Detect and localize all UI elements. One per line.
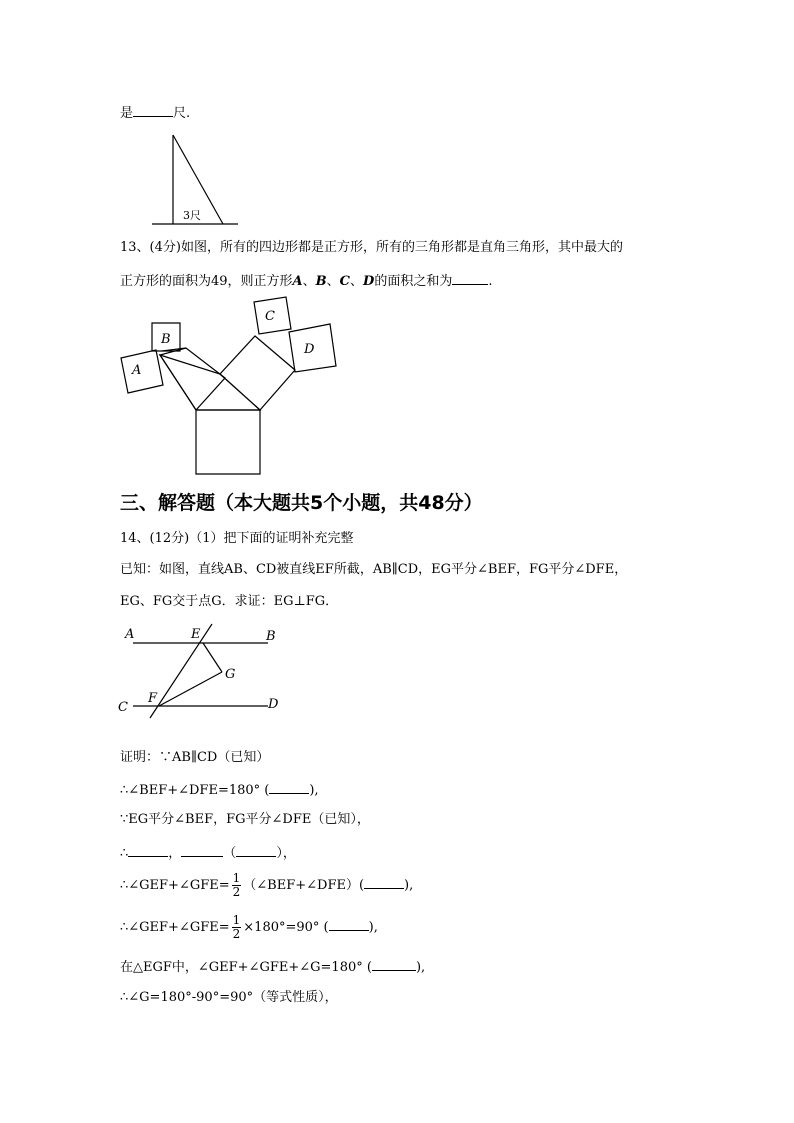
- q13-line1: 13、(4分)如图，所有的四边形都是正方形，所有的三角形都是直角三角形，其中最大的: [120, 240, 623, 255]
- distance-label: 3尺: [183, 209, 201, 222]
- q12-suffix: 尺.: [173, 106, 191, 121]
- reason-blank-2[interactable]: [236, 844, 276, 857]
- q14-line3: EG、FG交于点G．求证：EG⊥FG．: [120, 594, 339, 609]
- segment-eg: [203, 643, 222, 672]
- proof-text: ），: [276, 846, 296, 861]
- proof-text: ),: [415, 960, 426, 975]
- proof-text: ∴: [120, 846, 129, 861]
- proof-text: ∴∠GEF+∠GFE=: [120, 878, 230, 893]
- figure-q12-pole: [150, 130, 245, 230]
- proof-text: ),: [309, 783, 319, 798]
- q13-sep: 、: [350, 274, 364, 289]
- proof-line-2: [120, 781, 319, 799]
- q14-line1: 14、(12分)（1）把下面的证明补充完整: [120, 531, 354, 546]
- fraction-denominator: 2: [232, 927, 241, 941]
- q13-text: 正方形的面积为49，则正方形: [120, 274, 293, 289]
- proof-text: （∠BEF+∠DFE）(: [243, 878, 365, 893]
- largest-square: [196, 410, 260, 474]
- q13-var-b: B: [315, 274, 327, 289]
- q13-var-c: C: [339, 274, 351, 289]
- proof-text: ×180°=90° (: [243, 920, 329, 935]
- proof-text: 在△EGF中，∠GEF+∠GFE+∠G=180° (: [120, 960, 372, 975]
- proof-line-4: [120, 844, 296, 862]
- proof-text: （: [223, 846, 237, 861]
- fraction-denominator: 2: [232, 885, 241, 899]
- proof-line-8: ∴∠G=180°-90°=90°（等式性质），: [120, 990, 338, 1005]
- q13-sep: 、: [302, 274, 316, 289]
- proof-line-7: [120, 958, 425, 976]
- statement-blank-2[interactable]: [181, 844, 223, 857]
- fraction-numerator: 1: [232, 871, 241, 885]
- proof-line-6: [120, 914, 378, 942]
- proof-text: ∴∠GEF+∠GFE=: [120, 920, 230, 935]
- label-b: B: [161, 332, 171, 347]
- q13-line2: [120, 272, 492, 290]
- reason-blank-5[interactable]: [372, 958, 416, 971]
- label-d: D: [268, 697, 279, 712]
- q12-answer-blank[interactable]: [133, 104, 173, 117]
- q13-var-a: A: [292, 274, 303, 289]
- label-f: F: [148, 691, 158, 706]
- middle-left-square: [160, 348, 225, 410]
- reason-blank-4[interactable]: [329, 918, 369, 931]
- q13-text: 的面积之和为: [374, 274, 453, 289]
- fraction-one-half: [232, 914, 242, 941]
- q13-sep: 、: [326, 274, 340, 289]
- figure-q14-parallel-lines: [114, 622, 294, 722]
- line-ef: [150, 624, 212, 718]
- label-d: D: [304, 342, 315, 357]
- q13-answer-blank[interactable]: [452, 272, 488, 285]
- proof-text: ),: [368, 920, 378, 935]
- proof-line-3: ∵EG平分∠BEF，FG平分∠DFE（已知），: [120, 812, 370, 827]
- proof-text: ),: [404, 878, 414, 893]
- label-c: C: [118, 700, 128, 715]
- reason-blank-3[interactable]: [364, 876, 404, 889]
- label-b: B: [266, 629, 276, 644]
- label-c: C: [265, 309, 275, 324]
- label-a: A: [132, 363, 142, 378]
- proof-text: ∴∠BEF+∠DFE=180° (: [120, 783, 270, 798]
- label-g: G: [225, 667, 236, 682]
- proof-line-1: 证明：∵AB∥CD（已知）: [120, 750, 270, 765]
- label-e: E: [191, 627, 201, 642]
- right-square-upper: [220, 336, 295, 410]
- label-a: A: [125, 627, 135, 642]
- proof-text: ，: [168, 846, 182, 861]
- q14-line2: 已知：如图，直线AB、CD被直线EF所截，AB∥CD，EG平分∠BEF，FG平分∠DFE，: [120, 562, 628, 577]
- fraction-numerator: 1: [232, 913, 241, 927]
- figure-q13-squares: [118, 296, 340, 478]
- q13-end: .: [488, 274, 493, 289]
- section-heading: 三、解答题（本大题共5个小题，共48分）: [120, 492, 483, 514]
- reason-blank-1[interactable]: [269, 781, 309, 794]
- proof-line-5: [120, 872, 413, 900]
- statement-blank-1[interactable]: [128, 844, 168, 857]
- square-a: [121, 350, 163, 393]
- q13-var-d: D: [363, 274, 375, 289]
- left-square-upper: [160, 355, 260, 410]
- q12-prefix: 是: [120, 106, 134, 121]
- fraction-one-half: [232, 872, 242, 899]
- q12-answer-line: [120, 104, 190, 122]
